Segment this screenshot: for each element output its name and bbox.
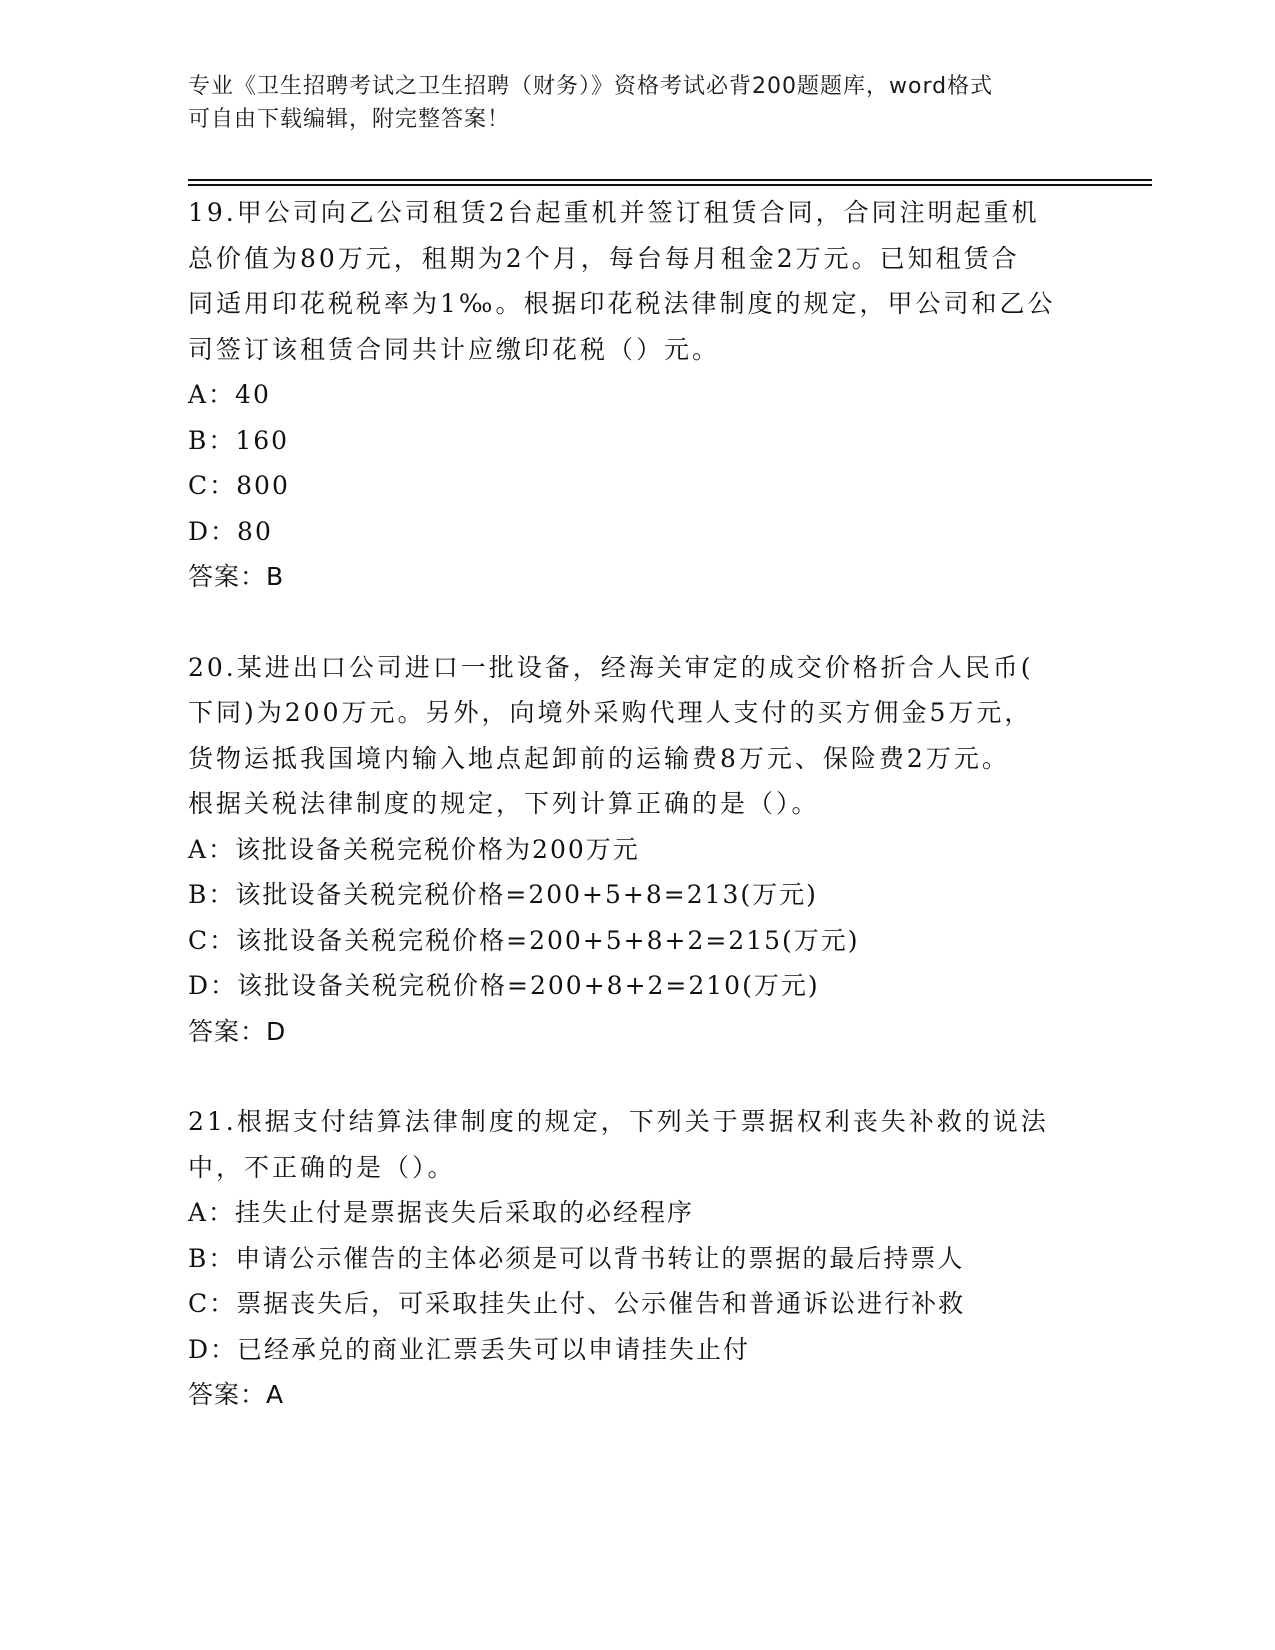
question-text-line: 20.某进出口公司进口一批设备，经海关审定的成交价格折合人民币( (188, 652, 1034, 682)
option-c: C：票据丧失后，可采取挂失止付、公示催告和普通诉讼进行补救 (188, 1289, 966, 1318)
header-divider-bottom (188, 184, 1152, 186)
question-19 (188, 190, 1088, 600)
header-divider-top (188, 179, 1152, 181)
document-header (188, 70, 1088, 136)
option-a: A：挂失止付是票据丧失后采取的必经程序 (188, 1198, 695, 1227)
question-list (188, 190, 1088, 1418)
option-c: C：800 (188, 471, 290, 500)
option-c: C：该批设备关税完税价格=200+5+8+2=215(万元) (188, 925, 860, 955)
header-title-line-1: 专业《卫生招聘考试之卫生招聘（财务）》资格考试必背200题题库，word格式 (188, 74, 994, 99)
question-text-line: 下同)为200万元。另外，向境外采购代理人支付的买方佣金5万元， (188, 698, 1033, 727)
question-stem (188, 1099, 1088, 1190)
question-text-line: 中，不正确的是（）。 (188, 1152, 456, 1182)
header-title-line-2: 可自由下载编辑，附完整答案！ (188, 107, 511, 132)
question-stem (188, 645, 1088, 827)
option-b: B：该批设备关税完税价格=200+5+8=213(万元) (188, 880, 818, 909)
option-a: A：40 (188, 380, 271, 409)
question-text-line: 货物运抵我国境内输入地点起卸前的运输费8万元、保险费2万元。 (188, 743, 1010, 773)
answer-line: 答案：B (188, 562, 285, 591)
option-b: B：申请公示催告的主体必须是可以背书转让的票据的最后持票人 (188, 1243, 965, 1273)
question-text-line: 21.根据支付结算法律制度的规定，下列关于票据权利丧失补救的说法 (188, 1107, 1049, 1136)
question-21 (188, 1099, 1088, 1418)
option-a: A：该批设备关税完税价格为200万元 (188, 834, 640, 864)
question-text-line: 根据关税法律制度的规定，下列计算正确的是（）。 (188, 789, 820, 818)
question-text-line: 同适用印花税税率为1‰。根据印花税法律制度的规定，甲公司和乙公 (188, 289, 1056, 318)
question-text-line: 19.甲公司向乙公司租赁2台起重机并签订租赁合同，合同注明起重机 (188, 198, 1040, 227)
question-text-line: 总价值为80万元，租期为2个月，每台每月租金2万元。已知租赁合 (188, 243, 1020, 273)
option-d: D：80 (188, 516, 273, 546)
question-stem (188, 190, 1088, 372)
question-20 (188, 645, 1088, 1055)
answer-line: 答案：A (188, 1380, 285, 1409)
question-text-line: 司签订该租赁合同共计应缴印花税（）元。 (188, 334, 721, 364)
answer-line: 答案：D (188, 1016, 287, 1046)
option-b: B：160 (188, 425, 290, 455)
option-d: D：已经承兑的商业汇票丢失可以申请挂失止付 (188, 1334, 751, 1364)
option-d: D：该批设备关税完税价格=200+8+2=210(万元) (188, 971, 820, 1000)
